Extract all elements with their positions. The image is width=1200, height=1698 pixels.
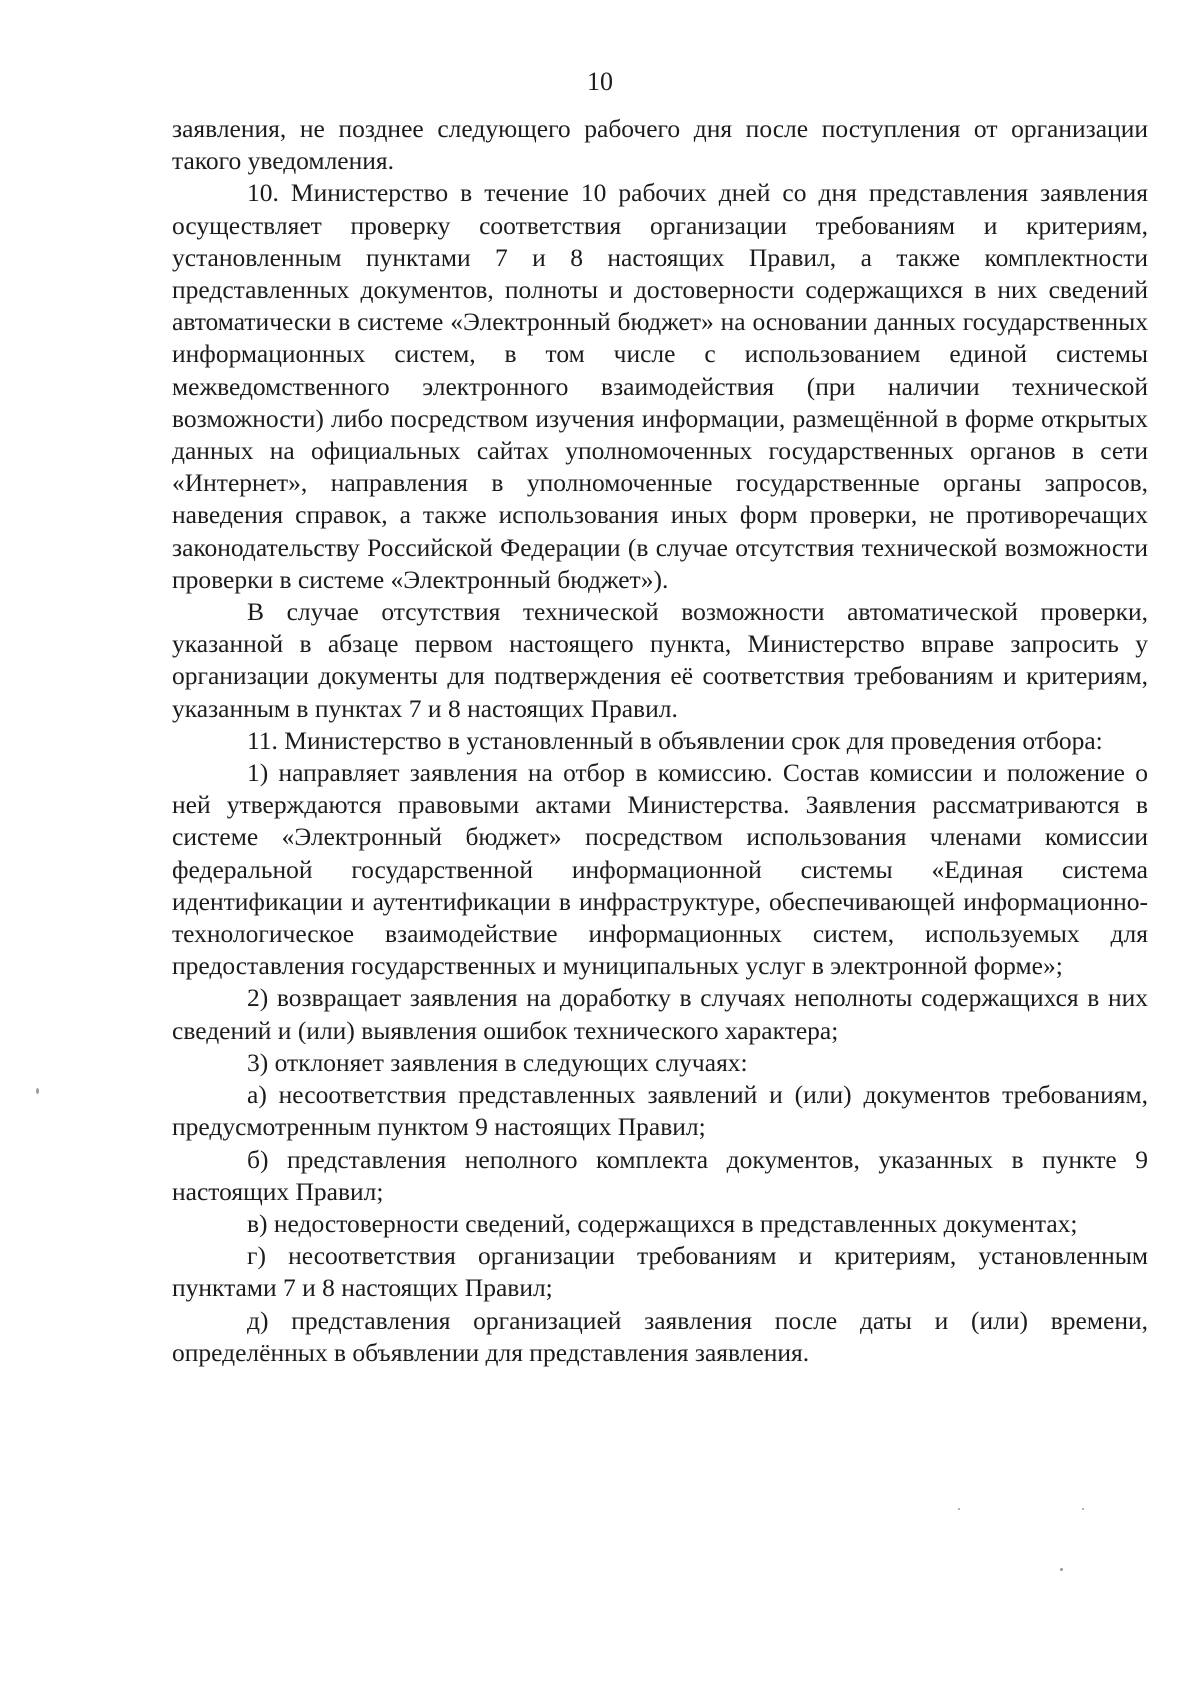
page-number: 10 (587, 67, 613, 96)
document-body (172, 113, 1148, 1369)
paragraph: 1) направляет заявления на отбор в комиссию. Состав комиссии и положение о ней утверждаются правовыми актами Министерства. Заявления рассматриваются в системе «Электронный бюджет» посредством использования членами комиссии федеральной государственной информационной системы «Единая система идентификации и аутентификации в инфраструктуре, обеспечивающей информационно-технологическое взаимодействие информационных систем, используемых для предоставления государственных и муниципальных услуг в электронной форме»; (172, 758, 1148, 981)
scan-speck (1060, 1568, 1063, 1571)
paragraph: в) недостоверности сведений, содержащихся в представленных документах; (247, 1208, 1078, 1238)
paragraph: д) представления организацией заявления после даты и (или) времени, определённых в объявлении для представления заявления. (172, 1305, 1148, 1367)
paragraph: заявления, не позднее следующего рабочего дня после поступления от организации такого уведомления. (172, 114, 1148, 176)
paragraph: а) несоответствия представленных заявлений и (или) документов требованиям, предусмотренным пунктом 9 настоящих Правил; (172, 1080, 1148, 1142)
scan-speck (36, 1088, 39, 1094)
paragraph: г) несоответствия организации требованиям и критериям, установленным пунктами 7 и 8 настоящих Правил; (172, 1241, 1148, 1303)
paragraph: 11. Министерство в установленный в объявлении срок для проведения отбора: (247, 725, 1103, 755)
paragraph: В случае отсутствия технической возможности автоматической проверки, указанной в абзаце первом настоящего пункта, Министерство вправе запросить у организации документы для подтверждения её соответствия требованиям и критериям, указанным в пунктах 7 и 8 настоящих Правил. (172, 597, 1148, 723)
scan-speck (958, 1508, 960, 1510)
paragraph: 3) отклоняет заявления в следующих случаях: (247, 1047, 748, 1077)
scan-speck (1082, 1508, 1084, 1510)
paragraph: 10. Министерство в течение 10 рабочих дней со дня представления заявления осуществляет проверку соответствия организации требованиям и критериям, установленным пунктами 7 и 8 настоящих Правил, а также комплектности представленных документов, полноты и достоверности содержащихся в них сведений автоматически в системе «Электронный бюджет» на основании данных государственных информационных систем, в том числе с использованием единой системы межведомственного электронного взаимодействия (при наличии технической возможности) либо посредством изучения информации, размещённой в форме открытых данных на официальных сайтах уполномоченных государственных органов в сети «Интернет», направления в уполномоченные государственные органы запросов, наведения справок, а также использования иных форм проверки, не противоречащих законодательству Российской Федерации (в случае отсутствия технической возможности проверки в системе «Электронный бюджет»). (172, 178, 1148, 594)
paragraph: 2) возвращает заявления на доработку в случаях неполноты содержащихся в них сведений и (или) выявления ошибок технического характера; (172, 983, 1148, 1045)
paragraph: б) представления неполного комплекта документов, указанных в пункте 9 настоящих Правил; (172, 1144, 1148, 1206)
